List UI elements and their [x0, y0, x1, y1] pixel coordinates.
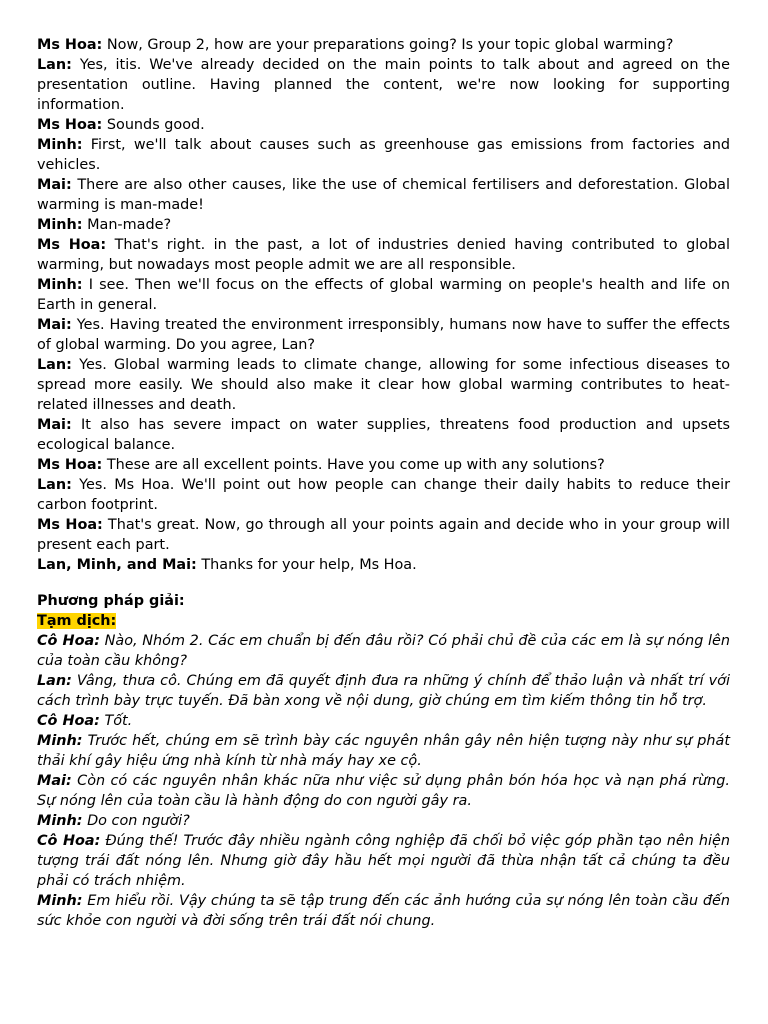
- translation-text: Vâng, thưa cô. Chúng em đã quyết định đưa ra những ý chính để thảo luận và nhất trí với cách trình bày trực tuyến. Đã bàn xong về nội dung, giờ chúng em tìm kiếm thông tin hỗ trợ.: [37, 673, 730, 709]
- dialogue-text: First, we'll talk about causes such as greenhouse gas emissions from factories and vehicles.: [37, 137, 731, 173]
- dialogue-text: It also has severe impact on water supplies, threatens food production and upsets ecological balance.: [37, 417, 730, 453]
- dialogue-line: [37, 215, 730, 235]
- dialogue-text: Yes. Ms Hoa. We'll point out how people can change their daily habits to reduce their carbon footprint.: [37, 477, 730, 513]
- speaker-name: Mai:: [37, 417, 72, 433]
- dialogue-text: Thanks for your help, Ms Hoa.: [201, 557, 417, 573]
- translation-text: Trước hết, chúng em sẽ trình bày các nguyên nhân gây nên hiện tượng này như sự phát thải khí gây hiệu ứng nhà kính từ nhà máy hay xe cộ.: [37, 733, 730, 769]
- translation-line: [37, 671, 730, 711]
- speaker-name: Cô Hoa:: [37, 833, 101, 849]
- speaker-name: Cô Hoa:: [37, 633, 100, 649]
- dialogue-line: [37, 515, 730, 555]
- translation-line: [37, 891, 730, 931]
- speaker-name: Mai:: [37, 177, 72, 193]
- dialogue-text: There are also other causes, like the use of chemical fertilisers and deforestation. Global warming is man-made!: [37, 177, 730, 213]
- translation-line: [37, 631, 730, 671]
- dialogue-text: That's right. in the past, a lot of industries denied having contributed to global warming, but nowadays most people admit we are all responsible.: [37, 237, 730, 273]
- translation-line: [37, 831, 730, 891]
- dialogue-line: [37, 115, 730, 135]
- speaker-name: Minh:: [37, 813, 83, 829]
- speaker-name: Lan, Minh, and Mai:: [37, 557, 197, 573]
- speaker-name: Minh:: [37, 217, 83, 233]
- speaker-name: Ms Hoa:: [37, 517, 103, 533]
- translation-line: [37, 811, 730, 831]
- document-page: [37, 35, 730, 931]
- dialogue-text: Yes, itis. We've already decided on the main points to talk about and agreed on the presentation outline. Having planned the content, we're now looking for supporting information.: [37, 57, 731, 113]
- dialogue-text: Sounds good.: [106, 117, 205, 133]
- translation-heading-row: [37, 611, 730, 631]
- speaker-name: Ms Hoa:: [37, 117, 103, 133]
- speaker-name: Ms Hoa:: [37, 237, 107, 253]
- speaker-name: Lan:: [37, 673, 72, 689]
- speaker-name: Ms Hoa:: [37, 37, 103, 53]
- dialogue-line: [37, 55, 730, 115]
- dialogue-text: That's great. Now, go through all your points again and decide who in your group will present each part.: [37, 517, 730, 553]
- dialogue-text: Yes. Global warming leads to climate change, allowing for some infectious diseases to spread more easily. We should also make it clear how global warming contributes to heat-related illnesses and death.: [37, 357, 730, 413]
- dialogue-line: [37, 315, 730, 355]
- dialogue-line: [37, 135, 730, 175]
- method-heading: Phương pháp giải:: [37, 593, 185, 609]
- dialogue-line: [37, 275, 730, 315]
- vietnamese-translation: [37, 631, 730, 931]
- english-dialogue: [37, 35, 730, 575]
- translation-text: Em hiểu rồi. Vậy chúng ta sẽ tập trung đến các ảnh hướng của sự nóng lên toàn cầu đến sức khỏe con người và đời sống trên trái đất nói chung.: [37, 893, 730, 929]
- dialogue-text: I see. Then we'll focus on the effects of global warming on people's health and life on Earth in general.: [37, 277, 731, 313]
- speaker-name: Minh:: [37, 277, 83, 293]
- dialogue-line: [37, 175, 730, 215]
- speaker-name: Mai:: [37, 773, 72, 789]
- dialogue-line: [37, 455, 730, 475]
- translation-heading: Tạm dịch:: [37, 613, 117, 629]
- speaker-name: Minh:: [37, 137, 83, 153]
- dialogue-line: [37, 415, 730, 455]
- translation-text: Còn có các nguyên nhân khác nữa như việc sử dụng phân bón hóa học và nạn phá rừng. Sự nóng lên của toàn cầu là hành động do con người gây ra.: [37, 773, 730, 809]
- translation-text: Nào, Nhóm 2. Các em chuẩn bị đến đâu rồi? Có phải chủ đề của các em là sự nóng lên của toàn cầu không?: [37, 633, 731, 669]
- dialogue-line: [37, 355, 730, 415]
- speaker-name: Cô Hoa:: [37, 713, 100, 729]
- dialogue-line: [37, 35, 730, 55]
- dialogue-line: [37, 475, 730, 515]
- speaker-name: Minh:: [37, 733, 83, 749]
- dialogue-text: Yes. Having treated the environment irresponsibly, humans now have to suffer the effects of global warming. Do you agree, Lan?: [37, 317, 730, 353]
- translation-line: [37, 711, 730, 731]
- dialogue-line: [37, 235, 730, 275]
- speaker-name: Lan:: [37, 57, 72, 73]
- speaker-name: Mai:: [37, 317, 72, 333]
- translation-line: [37, 731, 730, 771]
- speaker-name: Lan:: [37, 477, 72, 493]
- translation-text: Đúng thế! Trước đây nhiều ngành công nghiệp đã chối bỏ việc góp phần tạo nên hiện tượng trái đất nóng lên. Nhưng giờ đây hầu hết mọi người đã thừa nhận tất cả chúng ta đều phải có trách nhiệm.: [37, 833, 730, 889]
- speaker-name: Lan:: [37, 357, 72, 373]
- dialogue-line: [37, 555, 730, 575]
- speaker-name: Minh:: [37, 893, 83, 909]
- speaker-name: Ms Hoa:: [37, 457, 103, 473]
- translation-text: Do con người?: [87, 813, 190, 829]
- translation-line: [37, 771, 730, 811]
- dialogue-text: Man-made?: [87, 217, 172, 233]
- dialogue-text: These are all excellent points. Have you come up with any solutions?: [106, 457, 605, 473]
- section-spacer: [37, 575, 730, 591]
- translation-text: Tốt.: [104, 713, 133, 729]
- dialogue-text: Now, Group 2, how are your preparations going? Is your topic global warming?: [106, 37, 674, 53]
